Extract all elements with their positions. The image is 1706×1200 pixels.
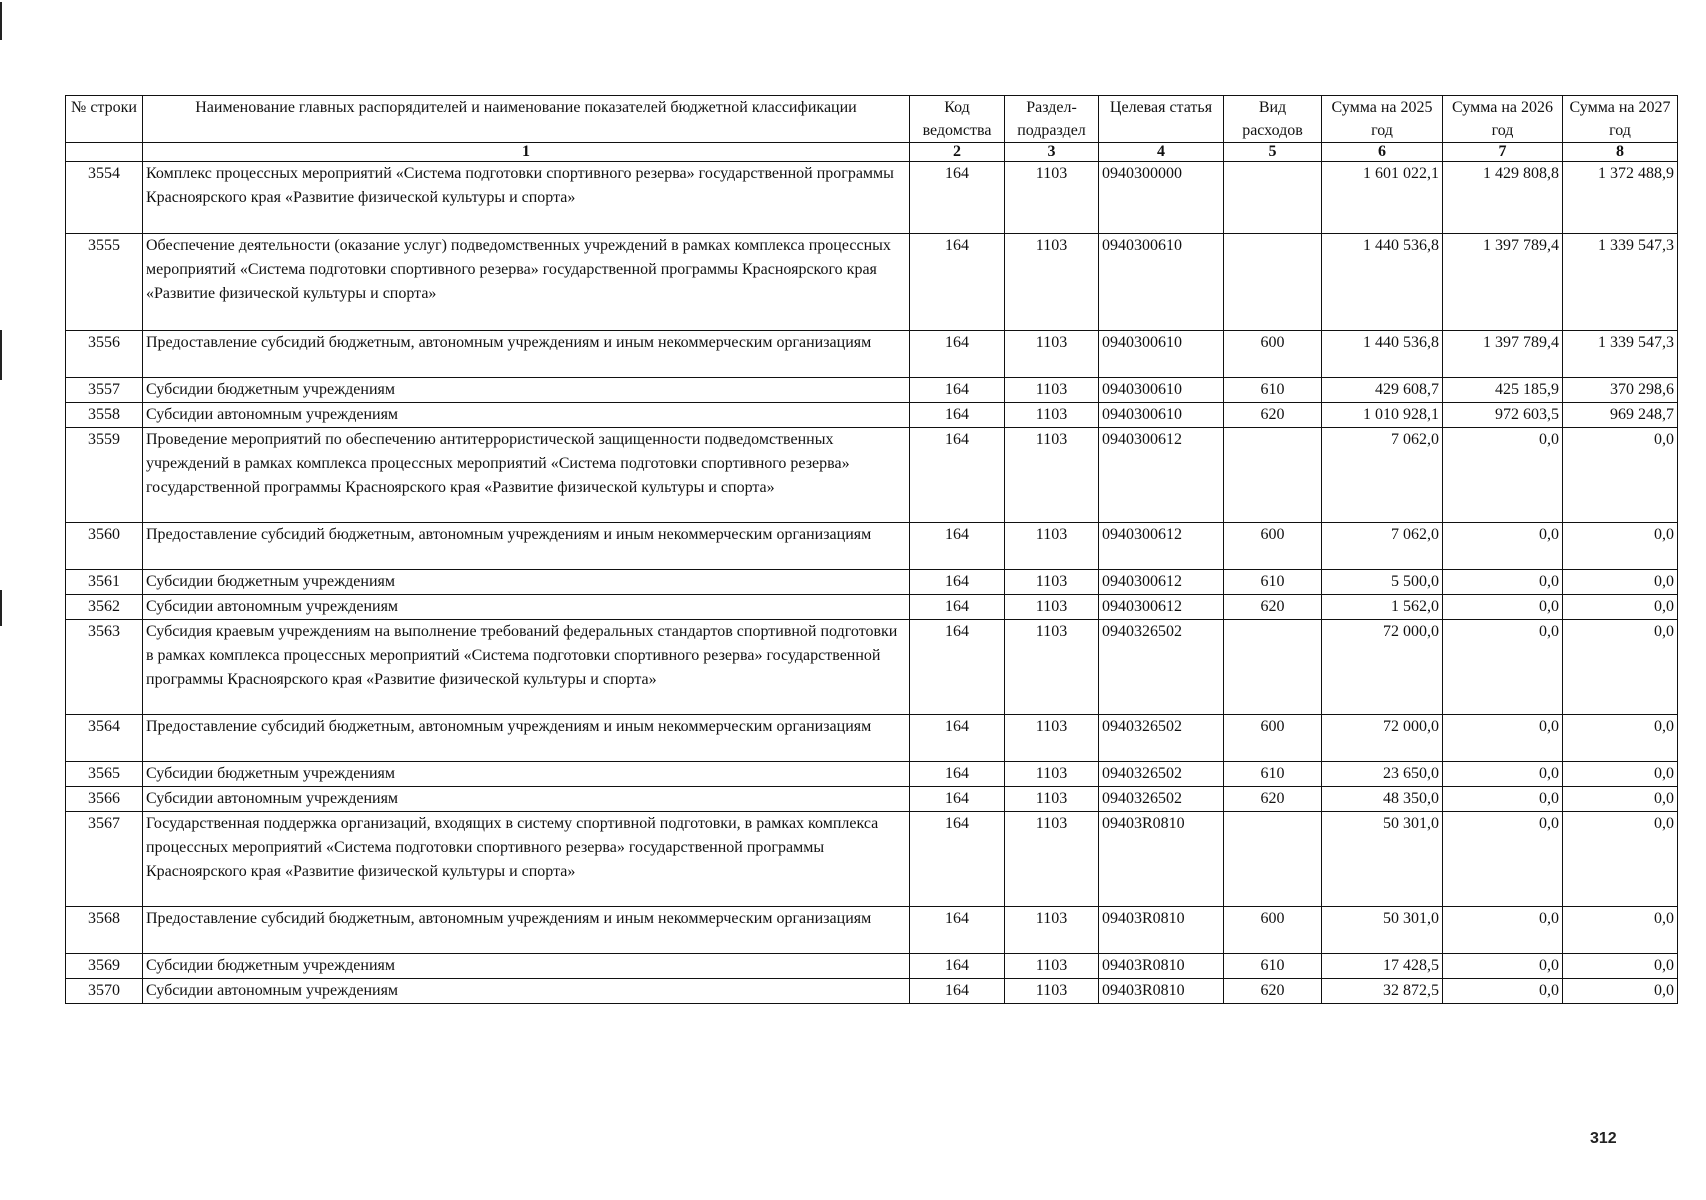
table-row xyxy=(66,620,1678,715)
column-number xyxy=(66,143,143,162)
row-number: 3570 xyxy=(66,979,143,1004)
dept-code: 164 xyxy=(910,979,1005,1004)
header-sum-2025: Сумма на 2025 год xyxy=(1322,96,1443,143)
row-name: Государственная поддержка организаций, входящих в систему спортивной подготовки, в рамках комплекса процессных мероприятий «Система подготовки спортивного резерва» государственной программы Красноярского края «Развитие физической культуры и спорта» xyxy=(143,812,910,907)
dept-code: 164 xyxy=(910,523,1005,570)
row-name: Субсидии автономным учреждениям xyxy=(143,403,910,428)
column-number-row xyxy=(66,143,1678,162)
row-name: Субсидии автономным учреждениям xyxy=(143,595,910,620)
scan-edge-mark xyxy=(0,2,2,40)
expense-type xyxy=(1224,234,1322,331)
target-article: 09403R0810 xyxy=(1099,907,1224,954)
sum-2025: 17 428,5 xyxy=(1322,954,1443,979)
column-number: 7 xyxy=(1443,143,1563,162)
row-name: Субсидии автономным учреждениям xyxy=(143,979,910,1004)
sum-2027: 1 339 547,3 xyxy=(1563,331,1678,378)
sum-2026: 0,0 xyxy=(1443,787,1563,812)
sum-2027: 0,0 xyxy=(1563,787,1678,812)
table-row xyxy=(66,523,1678,570)
expense-type: 610 xyxy=(1224,954,1322,979)
section-code: 1103 xyxy=(1005,954,1099,979)
target-article: 0940300612 xyxy=(1099,523,1224,570)
sum-2027: 1 372 488,9 xyxy=(1563,162,1678,234)
row-name: Субсидии бюджетным учреждениям xyxy=(143,762,910,787)
table-row xyxy=(66,787,1678,812)
table-row xyxy=(66,234,1678,331)
header-dept-code: Код ведомства xyxy=(910,96,1005,143)
target-article: 0940300610 xyxy=(1099,234,1224,331)
page-number: 312 xyxy=(1590,1130,1617,1147)
sum-2027: 0,0 xyxy=(1563,762,1678,787)
sum-2025: 7 062,0 xyxy=(1322,428,1443,523)
sum-2027: 0,0 xyxy=(1563,570,1678,595)
sum-2027: 0,0 xyxy=(1563,428,1678,523)
sum-2025: 23 650,0 xyxy=(1322,762,1443,787)
sum-2026: 1 397 789,4 xyxy=(1443,331,1563,378)
dept-code: 164 xyxy=(910,428,1005,523)
sum-2027: 0,0 xyxy=(1563,595,1678,620)
section-code: 1103 xyxy=(1005,162,1099,234)
dept-code: 164 xyxy=(910,595,1005,620)
row-number: 3564 xyxy=(66,715,143,762)
row-name: Субсидия краевым учреждениям на выполнение требований федеральных стандартов спортивной подготовки в рамках комплекса процессных мероприятий «Система подготовки спортивного резерва» государственной программы Красноярского края «Развитие физической культуры и спорта» xyxy=(143,620,910,715)
sum-2025: 1 601 022,1 xyxy=(1322,162,1443,234)
sum-2025: 50 301,0 xyxy=(1322,812,1443,907)
sum-2026: 1 397 789,4 xyxy=(1443,234,1563,331)
sum-2026: 0,0 xyxy=(1443,954,1563,979)
expense-type xyxy=(1224,428,1322,523)
table-row xyxy=(66,907,1678,954)
sum-2026: 0,0 xyxy=(1443,595,1563,620)
row-name: Субсидии бюджетным учреждениям xyxy=(143,570,910,595)
table-row xyxy=(66,331,1678,378)
row-number: 3568 xyxy=(66,907,143,954)
expense-type: 610 xyxy=(1224,378,1322,403)
sum-2027: 370 298,6 xyxy=(1563,378,1678,403)
header-section: Раздел-подраздел xyxy=(1005,96,1099,143)
column-number: 4 xyxy=(1099,143,1224,162)
sum-2026: 0,0 xyxy=(1443,715,1563,762)
target-article: 0940326502 xyxy=(1099,762,1224,787)
dept-code: 164 xyxy=(910,403,1005,428)
dept-code: 164 xyxy=(910,331,1005,378)
target-article: 0940326502 xyxy=(1099,787,1224,812)
dept-code: 164 xyxy=(910,954,1005,979)
sum-2026: 0,0 xyxy=(1443,762,1563,787)
row-name: Предоставление субсидий бюджетным, автономным учреждениям и иным некоммерческим организациям xyxy=(143,523,910,570)
section-code: 1103 xyxy=(1005,979,1099,1004)
expense-type: 620 xyxy=(1224,403,1322,428)
sum-2026: 972 603,5 xyxy=(1443,403,1563,428)
sum-2025: 50 301,0 xyxy=(1322,907,1443,954)
section-code: 1103 xyxy=(1005,762,1099,787)
sum-2026: 425 185,9 xyxy=(1443,378,1563,403)
header-sum-2027: Сумма на 2027 год xyxy=(1563,96,1678,143)
sum-2027: 0,0 xyxy=(1563,979,1678,1004)
table-row xyxy=(66,812,1678,907)
section-code: 1103 xyxy=(1005,570,1099,595)
sum-2026: 0,0 xyxy=(1443,979,1563,1004)
sum-2027: 0,0 xyxy=(1563,620,1678,715)
expense-type xyxy=(1224,162,1322,234)
row-number: 3565 xyxy=(66,762,143,787)
sum-2026: 0,0 xyxy=(1443,907,1563,954)
sum-2026: 0,0 xyxy=(1443,620,1563,715)
sum-2025: 1 440 536,8 xyxy=(1322,331,1443,378)
column-number: 2 xyxy=(910,143,1005,162)
header-target-article: Целевая статья xyxy=(1099,96,1224,143)
table-row xyxy=(66,762,1678,787)
row-number: 3563 xyxy=(66,620,143,715)
dept-code: 164 xyxy=(910,620,1005,715)
target-article: 0940300610 xyxy=(1099,403,1224,428)
row-number: 3561 xyxy=(66,570,143,595)
row-number: 3569 xyxy=(66,954,143,979)
sum-2025: 32 872,5 xyxy=(1322,979,1443,1004)
dept-code: 164 xyxy=(910,234,1005,331)
expense-type: 620 xyxy=(1224,787,1322,812)
sum-2025: 1 562,0 xyxy=(1322,595,1443,620)
sum-2027: 0,0 xyxy=(1563,907,1678,954)
section-code: 1103 xyxy=(1005,812,1099,907)
expense-type: 610 xyxy=(1224,570,1322,595)
section-code: 1103 xyxy=(1005,331,1099,378)
budget-table xyxy=(65,95,1678,1004)
target-article: 0940300610 xyxy=(1099,331,1224,378)
target-article: 0940326502 xyxy=(1099,715,1224,762)
row-number: 3560 xyxy=(66,523,143,570)
sum-2027: 969 248,7 xyxy=(1563,403,1678,428)
expense-type: 620 xyxy=(1224,595,1322,620)
table-row xyxy=(66,570,1678,595)
table-row xyxy=(66,403,1678,428)
table-row xyxy=(66,595,1678,620)
row-name: Субсидии бюджетным учреждениям xyxy=(143,378,910,403)
table-row xyxy=(66,979,1678,1004)
sum-2027: 0,0 xyxy=(1563,523,1678,570)
row-number: 3566 xyxy=(66,787,143,812)
header-expense-type: Вид расходов xyxy=(1224,96,1322,143)
column-number: 5 xyxy=(1224,143,1322,162)
dept-code: 164 xyxy=(910,570,1005,595)
section-code: 1103 xyxy=(1005,595,1099,620)
sum-2025: 5 500,0 xyxy=(1322,570,1443,595)
section-code: 1103 xyxy=(1005,715,1099,762)
table-row xyxy=(66,428,1678,523)
sum-2027: 0,0 xyxy=(1563,954,1678,979)
section-code: 1103 xyxy=(1005,428,1099,523)
scan-edge-mark xyxy=(0,590,2,626)
dept-code: 164 xyxy=(910,162,1005,234)
scan-edge-mark xyxy=(0,330,2,380)
target-article: 0940300612 xyxy=(1099,428,1224,523)
dept-code: 164 xyxy=(910,378,1005,403)
expense-type: 600 xyxy=(1224,523,1322,570)
row-name: Обеспечение деятельности (оказание услуг) подведомственных учреждений в рамках комплекса процессных мероприятий «Система подготовки спортивного резерва» государственной программы Красноярского края «Развитие физической культуры и спорта» xyxy=(143,234,910,331)
row-name: Предоставление субсидий бюджетным, автономным учреждениям и иным некоммерческим организациям xyxy=(143,331,910,378)
column-number: 1 xyxy=(143,143,910,162)
sum-2026: 0,0 xyxy=(1443,812,1563,907)
section-code: 1103 xyxy=(1005,620,1099,715)
row-number: 3554 xyxy=(66,162,143,234)
table-row xyxy=(66,378,1678,403)
sum-2025: 429 608,7 xyxy=(1322,378,1443,403)
row-number: 3556 xyxy=(66,331,143,378)
section-code: 1103 xyxy=(1005,403,1099,428)
target-article: 0940300610 xyxy=(1099,378,1224,403)
sum-2026: 1 429 808,8 xyxy=(1443,162,1563,234)
sum-2025: 72 000,0 xyxy=(1322,620,1443,715)
column-number: 3 xyxy=(1005,143,1099,162)
expense-type xyxy=(1224,620,1322,715)
row-number: 3567 xyxy=(66,812,143,907)
row-name: Проведение мероприятий по обеспечению антитеррористической защищенности подведомственных учреждений в рамках комплекса процессных мероприятий «Система подготовки спортивного резерва» государственной программы Красноярского края «Развитие физической культуры и спорта» xyxy=(143,428,910,523)
dept-code: 164 xyxy=(910,907,1005,954)
target-article: 0940326502 xyxy=(1099,620,1224,715)
sum-2026: 0,0 xyxy=(1443,570,1563,595)
table-header-row xyxy=(66,96,1678,143)
row-name: Комплекс процессных мероприятий «Система подготовки спортивного резерва» государственной программы Красноярского края «Развитие физической культуры и спорта» xyxy=(143,162,910,234)
row-name: Субсидии автономным учреждениям xyxy=(143,787,910,812)
row-number: 3562 xyxy=(66,595,143,620)
sum-2027: 0,0 xyxy=(1563,812,1678,907)
section-code: 1103 xyxy=(1005,523,1099,570)
target-article: 09403R0810 xyxy=(1099,979,1224,1004)
table-row xyxy=(66,954,1678,979)
sum-2025: 72 000,0 xyxy=(1322,715,1443,762)
sum-2025: 1 440 536,8 xyxy=(1322,234,1443,331)
table-row xyxy=(66,715,1678,762)
row-name: Предоставление субсидий бюджетным, автономным учреждениям и иным некоммерческим организациям xyxy=(143,907,910,954)
expense-type: 600 xyxy=(1224,331,1322,378)
sum-2027: 0,0 xyxy=(1563,715,1678,762)
section-code: 1103 xyxy=(1005,787,1099,812)
section-code: 1103 xyxy=(1005,907,1099,954)
header-row-no: № строки xyxy=(66,96,143,143)
target-article: 0940300000 xyxy=(1099,162,1224,234)
dept-code: 164 xyxy=(910,715,1005,762)
expense-type: 620 xyxy=(1224,979,1322,1004)
expense-type: 600 xyxy=(1224,907,1322,954)
header-sum-2026: Сумма на 2026 год xyxy=(1443,96,1563,143)
dept-code: 164 xyxy=(910,787,1005,812)
sum-2027: 1 339 547,3 xyxy=(1563,234,1678,331)
row-number: 3557 xyxy=(66,378,143,403)
row-name: Предоставление субсидий бюджетным, автономным учреждениям и иным некоммерческим организациям xyxy=(143,715,910,762)
row-number: 3558 xyxy=(66,403,143,428)
sum-2025: 7 062,0 xyxy=(1322,523,1443,570)
section-code: 1103 xyxy=(1005,378,1099,403)
section-code: 1103 xyxy=(1005,234,1099,331)
sum-2026: 0,0 xyxy=(1443,428,1563,523)
expense-type: 610 xyxy=(1224,762,1322,787)
sum-2026: 0,0 xyxy=(1443,523,1563,570)
sum-2025: 48 350,0 xyxy=(1322,787,1443,812)
row-number: 3559 xyxy=(66,428,143,523)
target-article: 09403R0810 xyxy=(1099,812,1224,907)
dept-code: 164 xyxy=(910,812,1005,907)
table-row xyxy=(66,162,1678,234)
dept-code: 164 xyxy=(910,762,1005,787)
expense-type xyxy=(1224,812,1322,907)
target-article: 0940300612 xyxy=(1099,595,1224,620)
sum-2025: 1 010 928,1 xyxy=(1322,403,1443,428)
row-name: Субсидии бюджетным учреждениям xyxy=(143,954,910,979)
header-name: Наименование главных распорядителей и наименование показателей бюджетной классификации xyxy=(143,96,910,143)
column-number: 6 xyxy=(1322,143,1443,162)
target-article: 09403R0810 xyxy=(1099,954,1224,979)
expense-type: 600 xyxy=(1224,715,1322,762)
target-article: 0940300612 xyxy=(1099,570,1224,595)
column-number: 8 xyxy=(1563,143,1678,162)
row-number: 3555 xyxy=(66,234,143,331)
